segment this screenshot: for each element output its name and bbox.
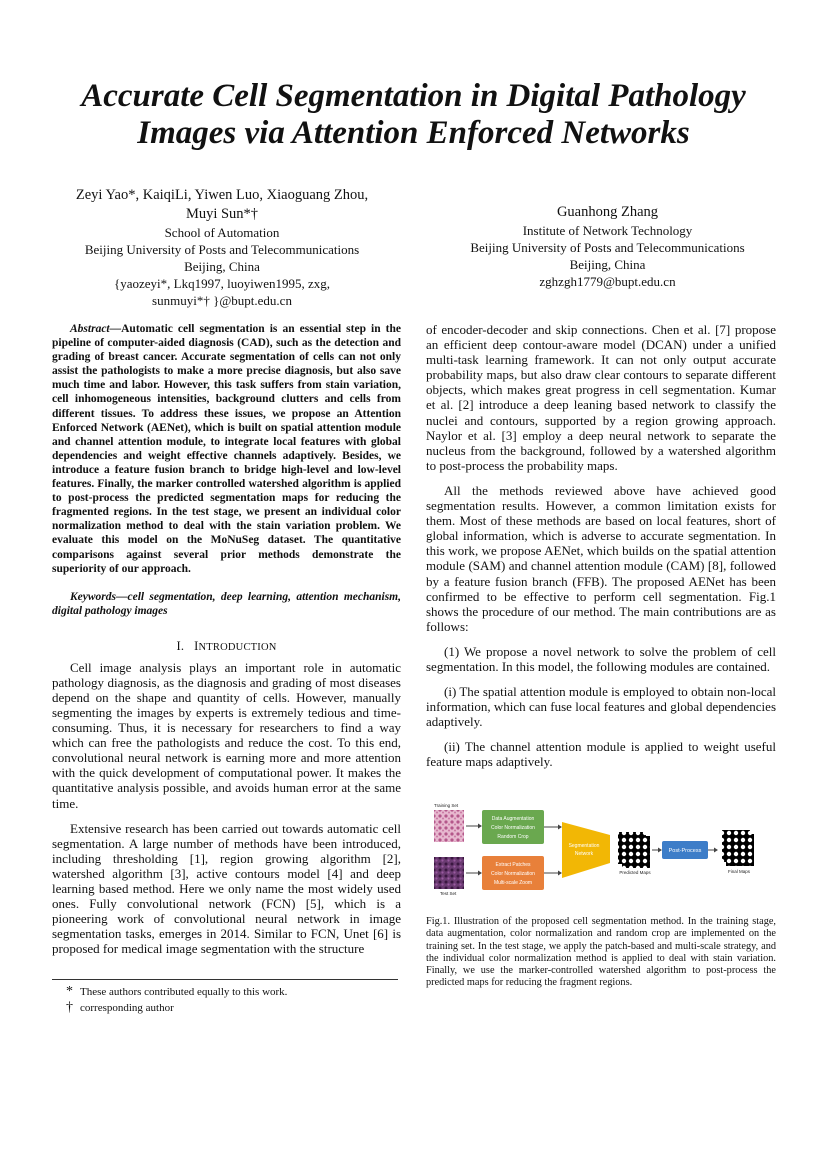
test-set-label: Test Set [440,891,457,896]
network-label-line-1: Segmentation [568,843,600,849]
author-block-right [430,203,785,290]
arrow-head-2 [478,871,482,876]
augment-line-1: Data Augmentation [491,816,535,822]
author-block-left [62,186,382,309]
footnote-divider [52,979,398,980]
abstract [52,322,401,576]
figure-1 [432,802,774,902]
section-title-rest: NTRODUCTION [198,641,277,653]
arrows-to-network [544,827,558,873]
title-line-1: Accurate Cell Segmentation in Digital Pathology [81,78,746,114]
right-column [426,322,776,780]
author-email-line-1: {yaozeyi*, Lkq1997, luoyiwen1995, zxg, [113,276,330,291]
arrow-head-1 [478,824,482,829]
author-names-line-2: Muyi Sun*† [185,206,259,222]
intro-paragraph-2: Extensive research has been carried out towards automatic cell segmentation. A large number of methods have been introduced, including thresholding [1], region growing algorithm [2], watershed algorithm [3], active contours model [4] and deep learning based method. Here we only name the most widely used ones. Fully convolutional network (FCN) [5], which is a pioneering work of convolutional neural network in image segmentation tasks, emerges in 2014. Similar to FCN, Unet [6] is proposed for medical image segmentation with the structure [52,820,401,957]
test-proc-line-2: Color Normalization [491,871,535,877]
final-maps-label: Final Maps [727,869,751,874]
keywords: Keywords—cell segmentation, deep learning, attention mechanism, digital pathology images [52,590,401,618]
right-paragraph-1: of encoder-decoder and skip connections. Chen et al. [7] propose an efficient deep contour-aware model (DCAN) under a unified multi-task learning framework. It can not only output accurate probability maps, but also draw clear contours to separate different objects, which makes great progress in cell segmentation. Kumar et al. [2] introduce a deep leaning based network to classify the nuclei and contours, supported by a region growing approach. Naylor et al. [3] employ a deep neural network to separate the nucleus from the background, followed by a watershed algorithm to post-process the probability maps. [426,322,776,473]
author-dept: School of Automation [164,225,280,240]
arrow-head-6 [714,848,718,853]
paper-title [40,78,787,152]
test-proc-line-3: Multi-scale Zoom [493,880,533,886]
post-process-label: Post-Process [668,848,702,854]
right-paragraph-2: All the methods reviewed above have achieved good segmentation results. However, a common limitation exists for them. Most of these methods are based on local features, short of global information, which is adverse to accurate segmentation. In this work, we propose AENet, which builds on the spatial attention module (SAM) and channel attention module (CAM) [8], followed by a feature fusion branch (FFB). The proposed AENet has been confirmed to be effective to perform cell segmentation. Fig.1 shows the procedure of our method. The main contributions are as follows: [426,482,776,634]
intro-paragraph-1: Cell image analysis plays an important role in automatic pathology diagnosis, as the diagnosis and grading of most diseases depend on the shape and quantity of cells. However, manually segmenting the images by experts is extremely tedious and time-consuming. Thus, it is necessary for researchers to find a way which can free the pathologists and reduce the cost. To this end, convolutional neural network is earning more and more attention with the quick development of computational power. It makes the quantitative analysis possible, and avoids human error at the same time. [52,659,401,811]
footnote-2 [66,1000,287,1016]
arrow-head-4 [558,871,562,876]
author-university: Beijing University of Posts and Telecommunications [84,242,360,257]
footnote-1 [66,984,287,1000]
abstract-text: Automatic cell segmentation is an essential step in the pipeline of computer-aided diagnosis (CAD), such as the detection and grading of breast cancer. Accurate segmentation of cells can not only assist the pathologists to make a more precise diagnosis, but also save much time and labor. However, this task suffers from stain variation, cell inhomogeneous intensities, background clutters and cells from different tissues. To address these issues, we propose an Attention Enforced Network (AENet), which is built on spatial attention module and channel attention module, to integrate local features with global dependencies and weight effective channels adaptively. Besides, we introduce a feature fusion branch to bridge high-level and low-level features. Finally, the marker controlled watershed algorithm is applied to post-process the predicted segmentation maps for reducing the fragmented regions. In the test stage, we present an individual color normalization method to deal with the stain variation problem. We evaluate this model on the MoNuSeg dataset. The quantitative comparisons against several prior methods demonstrate the superiority of our approach. [52,323,401,575]
author-dept-right: Institute of Network Technology [522,223,693,238]
footnote-text-2: corresponding author [80,1002,174,1014]
predicted-map-2 [622,836,650,868]
test-proc-line-1: Extract Patches [495,862,531,868]
footnotes [66,984,287,1016]
author-university-right: Beijing University of Posts and Telecommunications [470,240,745,255]
right-paragraph-4: (i) The spatial attention module is employed to obtain non-local information, which can fuse local features and global dependencies adaptively. [426,684,776,730]
arrow-head-5 [658,848,662,853]
author-names-line-1: Zeyi Yao*, KaiqiLi, Yiwen Luo, Xiaoguang Zhou, [75,187,369,203]
final-map-2 [726,834,754,866]
author-city: Beijing, China [184,259,260,274]
section-heading-introduction [52,639,401,654]
left-column [52,322,401,966]
author-email-line-2: sunmuyi*† }@bupt.edu.cn [152,293,292,308]
author-email-right: zghzgh1779@bupt.edu.cn [539,274,676,289]
right-paragraph-5: (ii) The channel attention module is applied to weight useful feature maps adaptively. [426,739,776,770]
test-set-image [434,857,464,889]
network-label-line-2: Network [574,851,594,857]
training-set-image [434,810,464,842]
segmentation-network-shape [562,822,610,878]
training-set-label: Training Set [434,803,459,808]
title-line-2: Images via Attention Enforced Networks [137,115,690,151]
predicted-maps-label: Predicted Maps [619,870,651,875]
author-name-right: Guanhong Zhang [556,204,659,220]
footnote-text-1: These authors contributed equally to this work. [80,986,288,998]
right-paragraph-3: (1) We propose a novel network to solve the problem of cell segmentation. In this model, the following modules are contained. [426,643,776,674]
section-number: I. [176,638,185,653]
pipeline-diagram [432,802,774,902]
author-city-right: Beijing, China [569,257,646,272]
augment-line-3: Random Crop [497,834,529,840]
augment-line-2: Color Normalization [491,825,535,831]
figure-caption: Fig.1. Illustration of the proposed cell segmentation method. In the training stage, data augmentation, color normalization and random crop are implemented on the training set. In the test stage, we apply the patch-based and multi-scale strategy, and the individual color normalization method is applied to deal with stain variation. Finally, we use the marker-controlled watershed algorithm to post-process the predicted maps for reducing the fragment regions. [426,916,776,989]
footnote-mark-dagger: † [66,1000,73,1015]
abstract-label: Abstract— [70,323,122,335]
section-title-initial: I [194,638,199,653]
arrow-head-3 [558,825,562,830]
footnote-mark-asterisk: * [66,984,73,999]
